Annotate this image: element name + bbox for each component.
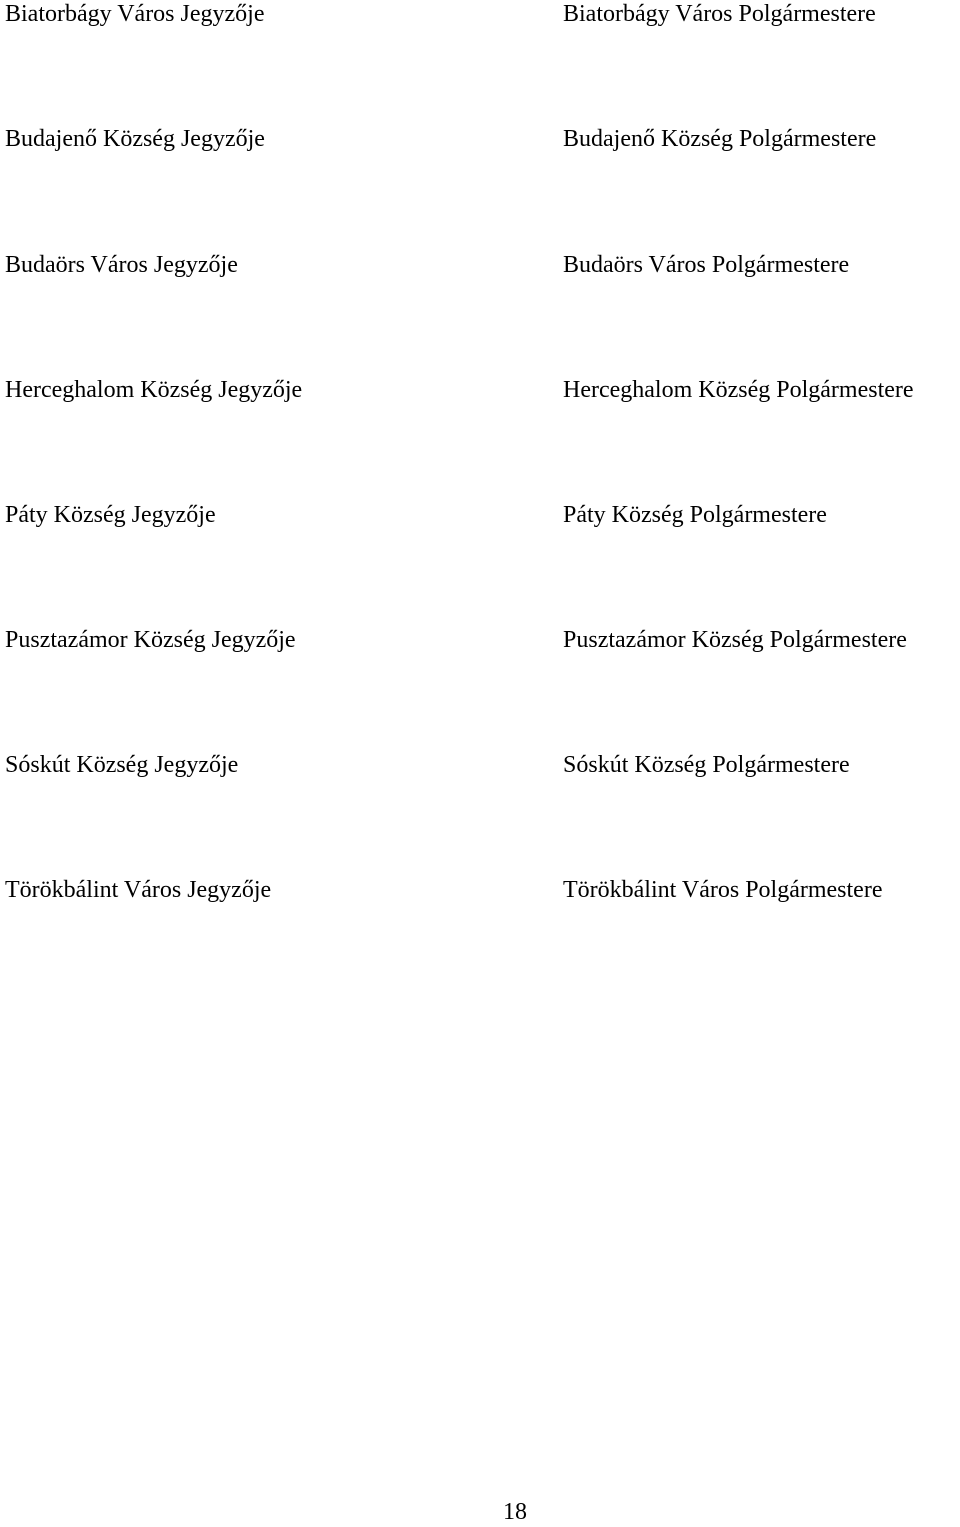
notary-title: Herceghalom Község Jegyzője (5, 377, 303, 403)
notary-title: Törökbálint Város Jegyzője (5, 877, 272, 903)
signature-row (0, 122, 960, 156)
mayor-title: Herceghalom Község Polgármestere (563, 377, 914, 403)
mayor-title: Pusztazámor Község Polgármestere (563, 627, 907, 653)
signature-row (0, 623, 960, 657)
signature-row (0, 373, 960, 407)
notary-title: Budajenő Község Jegyzője (5, 126, 265, 152)
signature-row (0, 498, 960, 532)
notary-title: Pusztazámor Község Jegyzője (5, 627, 296, 653)
notary-title: Budaörs Város Jegyzője (5, 252, 238, 278)
mayor-title: Páty Község Polgármestere (563, 502, 827, 528)
page-number: 18 (503, 1499, 527, 1525)
signature-row (0, 248, 960, 282)
mayor-title: Budajenő Község Polgármestere (563, 126, 877, 152)
notary-title: Páty Község Jegyzője (5, 502, 216, 528)
signature-row (0, 0, 960, 31)
signature-row (0, 748, 960, 782)
mayor-title: Sóskút Község Polgármestere (563, 752, 850, 778)
notary-title: Biatorbágy Város Jegyzője (5, 1, 265, 27)
notary-title: Sóskút Község Jegyzője (5, 752, 239, 778)
mayor-title: Törökbálint Város Polgármestere (563, 877, 883, 903)
signature-row (0, 873, 960, 907)
mayor-title: Biatorbágy Város Polgármestere (563, 1, 876, 27)
mayor-title: Budaörs Város Polgármestere (563, 252, 850, 278)
